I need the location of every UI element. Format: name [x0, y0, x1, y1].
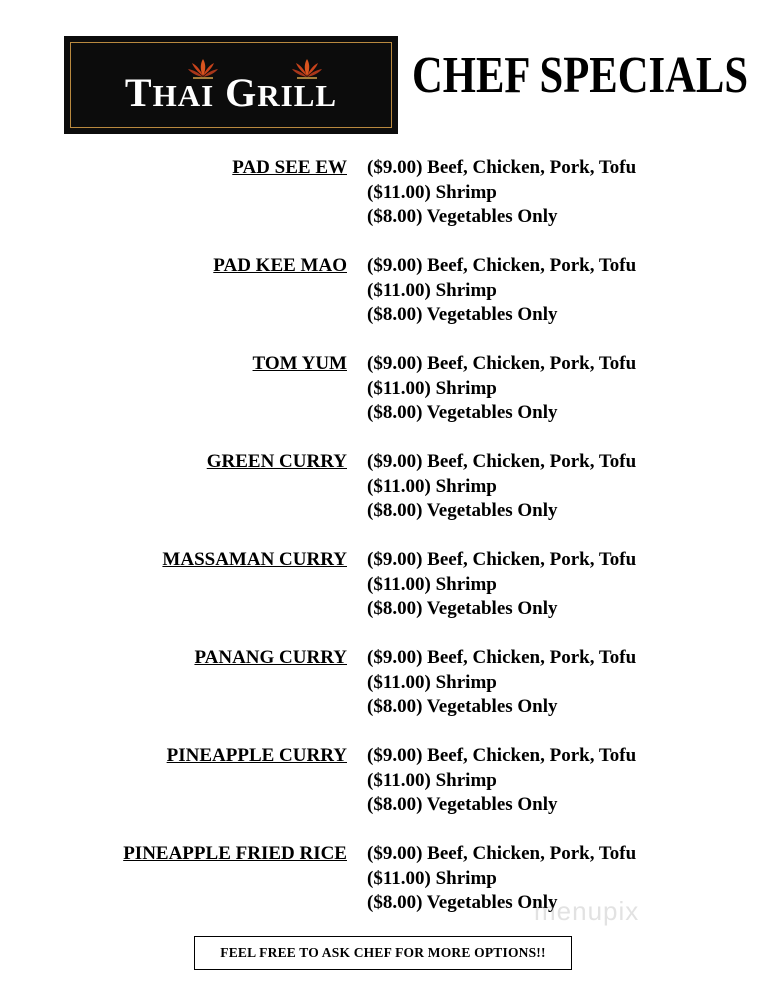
price-list — [367, 548, 636, 622]
lotus-icon — [291, 58, 323, 80]
logo-rest: HAI — [152, 77, 215, 113]
dish-name: PAD SEE EW — [232, 157, 347, 178]
price-line: ($11.00) Shrimp — [367, 279, 497, 301]
price-line: ($9.00) Beef, Chicken, Pork, Tofu — [367, 647, 637, 668]
price-line: ($8.00) Vegetables Only — [367, 402, 558, 423]
menu-item — [0, 744, 768, 842]
price-line: ($11.00) Shrimp — [367, 377, 497, 399]
lotus-icon — [187, 58, 219, 80]
price-line: ($8.00) Vegetables Only — [367, 206, 558, 227]
price-line: ($11.00) Shrimp — [367, 671, 497, 693]
price-list — [367, 450, 636, 524]
price-list — [367, 744, 636, 818]
price-line: ($9.00) Beef, Chicken, Pork, Tofu — [367, 255, 637, 276]
menu-item — [0, 842, 768, 940]
price-line: ($11.00) Shrimp — [367, 867, 497, 889]
page-title: CHEF SPECIALS — [412, 47, 749, 104]
chef-note-box: FEEL FREE TO ASK CHEF FOR MORE OPTIONS!! — [194, 936, 572, 970]
price-line: ($9.00) Beef, Chicken, Pork, Tofu — [367, 843, 637, 864]
price-line: ($9.00) Beef, Chicken, Pork, Tofu — [367, 745, 637, 766]
price-line: ($8.00) Vegetables Only — [367, 794, 558, 815]
dish-name: GREEN CURRY — [206, 451, 347, 472]
logo-initial: G — [225, 69, 258, 115]
price-list — [367, 156, 636, 230]
dish-name: MASSAMAN CURRY — [162, 549, 347, 570]
price-line: ($11.00) Shrimp — [367, 181, 497, 203]
price-line: ($8.00) Vegetables Only — [367, 304, 558, 325]
menu-item — [0, 646, 768, 744]
price-line: ($9.00) Beef, Chicken, Pork, Tofu — [367, 157, 637, 178]
dish-name: PAD KEE MAO — [213, 255, 347, 276]
price-list — [367, 646, 636, 720]
menu-list — [0, 156, 768, 940]
price-line: ($8.00) Vegetables Only — [367, 696, 558, 717]
price-line: ($9.00) Beef, Chicken, Pork, Tofu — [367, 451, 637, 472]
menu-item — [0, 352, 768, 450]
dish-name: PINEAPPLE CURRY — [166, 745, 347, 766]
restaurant-logo — [64, 36, 398, 134]
price-list — [367, 254, 636, 328]
menu-item — [0, 254, 768, 352]
logo-frame — [70, 42, 392, 128]
price-line: ($11.00) Shrimp — [367, 573, 497, 595]
price-line: ($8.00) Vegetables Only — [367, 500, 558, 521]
price-line: ($9.00) Beef, Chicken, Pork, Tofu — [367, 549, 637, 570]
logo-rest: RILL — [257, 77, 338, 113]
price-line: ($9.00) Beef, Chicken, Pork, Tofu — [367, 353, 637, 374]
price-line: ($8.00) Vegetables Only — [367, 598, 558, 619]
logo-initial: T — [124, 69, 153, 115]
price-line: ($11.00) Shrimp — [367, 769, 497, 791]
dish-name: PINEAPPLE FRIED RICE — [123, 843, 347, 864]
dish-name: PANANG CURRY — [194, 647, 347, 668]
watermark: menupix — [534, 896, 640, 926]
price-line: ($8.00) Vegetables Only — [367, 892, 558, 913]
menu-item — [0, 450, 768, 548]
price-line: ($11.00) Shrimp — [367, 475, 497, 497]
menu-item — [0, 156, 768, 254]
price-list — [367, 352, 636, 426]
dish-name: TOM YUM — [252, 353, 347, 374]
menu-item — [0, 548, 768, 646]
